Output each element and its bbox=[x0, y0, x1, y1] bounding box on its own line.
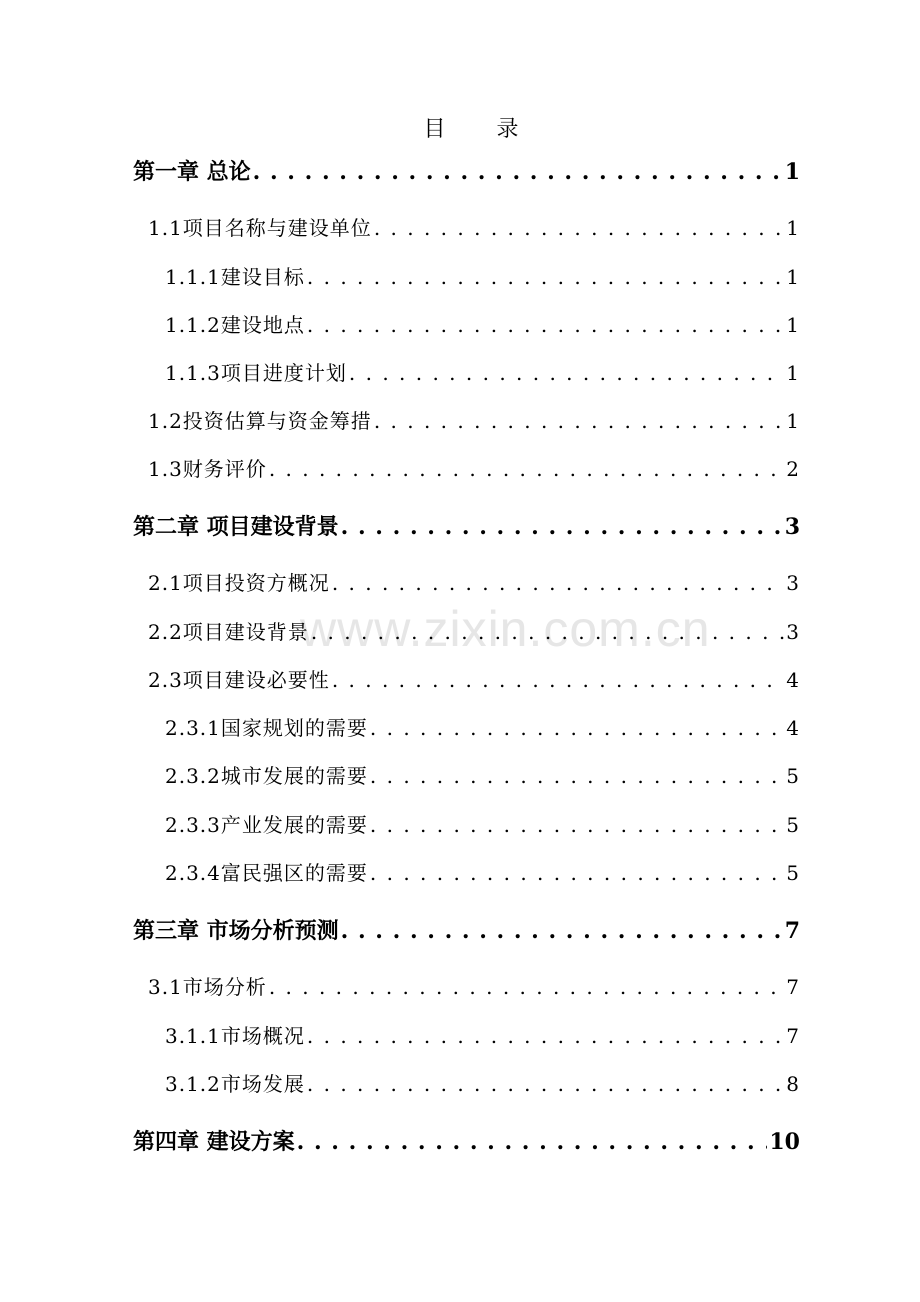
toc-entry-2-3-1[interactable] bbox=[165, 712, 800, 741]
toc-entry-1-3[interactable] bbox=[148, 453, 800, 482]
dot-leader bbox=[269, 975, 784, 999]
toc-entry-label: 第三章 市场分析预测 bbox=[133, 918, 339, 944]
toc-entry-label: 1.3财务评价 bbox=[148, 457, 267, 481]
toc-entry-1-1-1[interactable] bbox=[165, 261, 800, 290]
toc-entry-page: 1 bbox=[784, 159, 800, 185]
dot-leader bbox=[341, 514, 783, 540]
dot-leader bbox=[269, 457, 784, 481]
dot-leader bbox=[307, 1024, 784, 1048]
toc-entry-page: 5 bbox=[786, 764, 800, 788]
dot-leader bbox=[370, 764, 784, 788]
toc-entry-label: 3.1.1市场概况 bbox=[165, 1024, 305, 1048]
toc-entry-page: 7 bbox=[786, 1024, 800, 1048]
toc-entry-label: 1.1.3项目进度计划 bbox=[165, 361, 347, 385]
toc-entry-chapter-3[interactable] bbox=[133, 914, 800, 945]
toc-entry-2-1[interactable] bbox=[148, 567, 800, 596]
toc-entry-label: 1.1.2建设地点 bbox=[165, 313, 305, 337]
toc-entry-label: 1.1项目名称与建设单位 bbox=[148, 216, 372, 240]
toc-entry-page: 8 bbox=[786, 1072, 800, 1096]
toc-entry-chapter-2[interactable] bbox=[133, 510, 800, 541]
toc-entry-3-1[interactable] bbox=[148, 971, 800, 1000]
toc-entry-label: 第一章 总论 bbox=[133, 159, 251, 185]
toc-entry-page: 10 bbox=[769, 1129, 800, 1155]
toc-entry-page: 4 bbox=[786, 716, 800, 740]
toc-entry-label: 2.2项目建设背景 bbox=[148, 620, 309, 644]
toc-entry-1-1[interactable] bbox=[148, 212, 800, 241]
toc-entry-label: 第二章 项目建设背景 bbox=[133, 514, 339, 540]
toc-entry-page: 3 bbox=[786, 571, 800, 595]
toc-entry-1-1-3[interactable] bbox=[165, 357, 800, 386]
dot-leader bbox=[332, 571, 784, 595]
dot-leader bbox=[307, 313, 784, 337]
toc-entry-1-1-2[interactable] bbox=[165, 309, 800, 338]
toc-entry-label: 3.1市场分析 bbox=[148, 975, 267, 999]
toc-entry-page: 1 bbox=[786, 409, 800, 433]
toc-entry-page: 3 bbox=[784, 514, 800, 540]
dot-leader bbox=[253, 159, 783, 185]
dot-leader bbox=[374, 216, 784, 240]
toc-entry-label: 2.3.1国家规划的需要 bbox=[165, 716, 368, 740]
dot-leader bbox=[307, 1072, 784, 1096]
toc-entry-label: 2.3.4富民强区的需要 bbox=[165, 861, 368, 885]
toc-entry-label: 1.2投资估算与资金筹措 bbox=[148, 409, 372, 433]
toc-entry-3-1-2[interactable] bbox=[165, 1068, 800, 1097]
watermark: www.zixin.com.cn bbox=[300, 601, 711, 657]
toc-entry-2-3-2[interactable] bbox=[165, 760, 800, 789]
toc-entry-page: 3 bbox=[786, 620, 800, 644]
toc-entry-2-3-3[interactable] bbox=[165, 809, 800, 838]
dot-leader bbox=[349, 361, 784, 385]
toc-entry-page: 1 bbox=[786, 216, 800, 240]
toc-entry-label: 2.3.2城市发展的需要 bbox=[165, 764, 368, 788]
toc-entry-label: 1.1.1建设目标 bbox=[165, 265, 305, 289]
dot-leader bbox=[341, 918, 783, 944]
toc-entry-chapter-4[interactable] bbox=[133, 1125, 800, 1156]
toc-entry-page: 7 bbox=[784, 918, 800, 944]
toc-entry-page: 1 bbox=[786, 265, 800, 289]
dot-leader bbox=[332, 668, 784, 692]
toc-entry-label: 2.3.3产业发展的需要 bbox=[165, 813, 368, 837]
toc-entry-2-2[interactable] bbox=[148, 616, 800, 645]
dot-leader bbox=[307, 265, 784, 289]
dot-leader bbox=[311, 620, 784, 644]
dot-leader bbox=[370, 716, 784, 740]
toc-entry-page: 7 bbox=[786, 975, 800, 999]
dot-leader bbox=[370, 861, 784, 885]
toc-entry-label: 2.1项目投资方概况 bbox=[148, 571, 330, 595]
toc-entry-page: 1 bbox=[786, 313, 800, 337]
toc-entry-page: 5 bbox=[786, 813, 800, 837]
toc-entry-2-3[interactable] bbox=[148, 664, 800, 693]
toc-entry-chapter-1[interactable] bbox=[133, 155, 800, 186]
toc-entry-2-3-4[interactable] bbox=[165, 857, 800, 886]
toc-entry-label: 2.3项目建设必要性 bbox=[148, 668, 330, 692]
toc-entry-label: 3.1.2市场发展 bbox=[165, 1072, 305, 1096]
dot-leader bbox=[374, 409, 784, 433]
toc-title: 目 录 bbox=[423, 117, 541, 142]
toc-entry-label: 第四章 建设方案 bbox=[133, 1129, 295, 1155]
dot-leader bbox=[370, 813, 784, 837]
toc-entry-3-1-1[interactable] bbox=[165, 1020, 800, 1049]
toc-entry-1-2[interactable] bbox=[148, 405, 800, 434]
toc-entry-page: 5 bbox=[786, 861, 800, 885]
toc-entry-page: 4 bbox=[786, 668, 800, 692]
toc-entry-page: 1 bbox=[786, 361, 800, 385]
dot-leader bbox=[297, 1129, 768, 1155]
toc-entry-page: 2 bbox=[786, 457, 800, 481]
